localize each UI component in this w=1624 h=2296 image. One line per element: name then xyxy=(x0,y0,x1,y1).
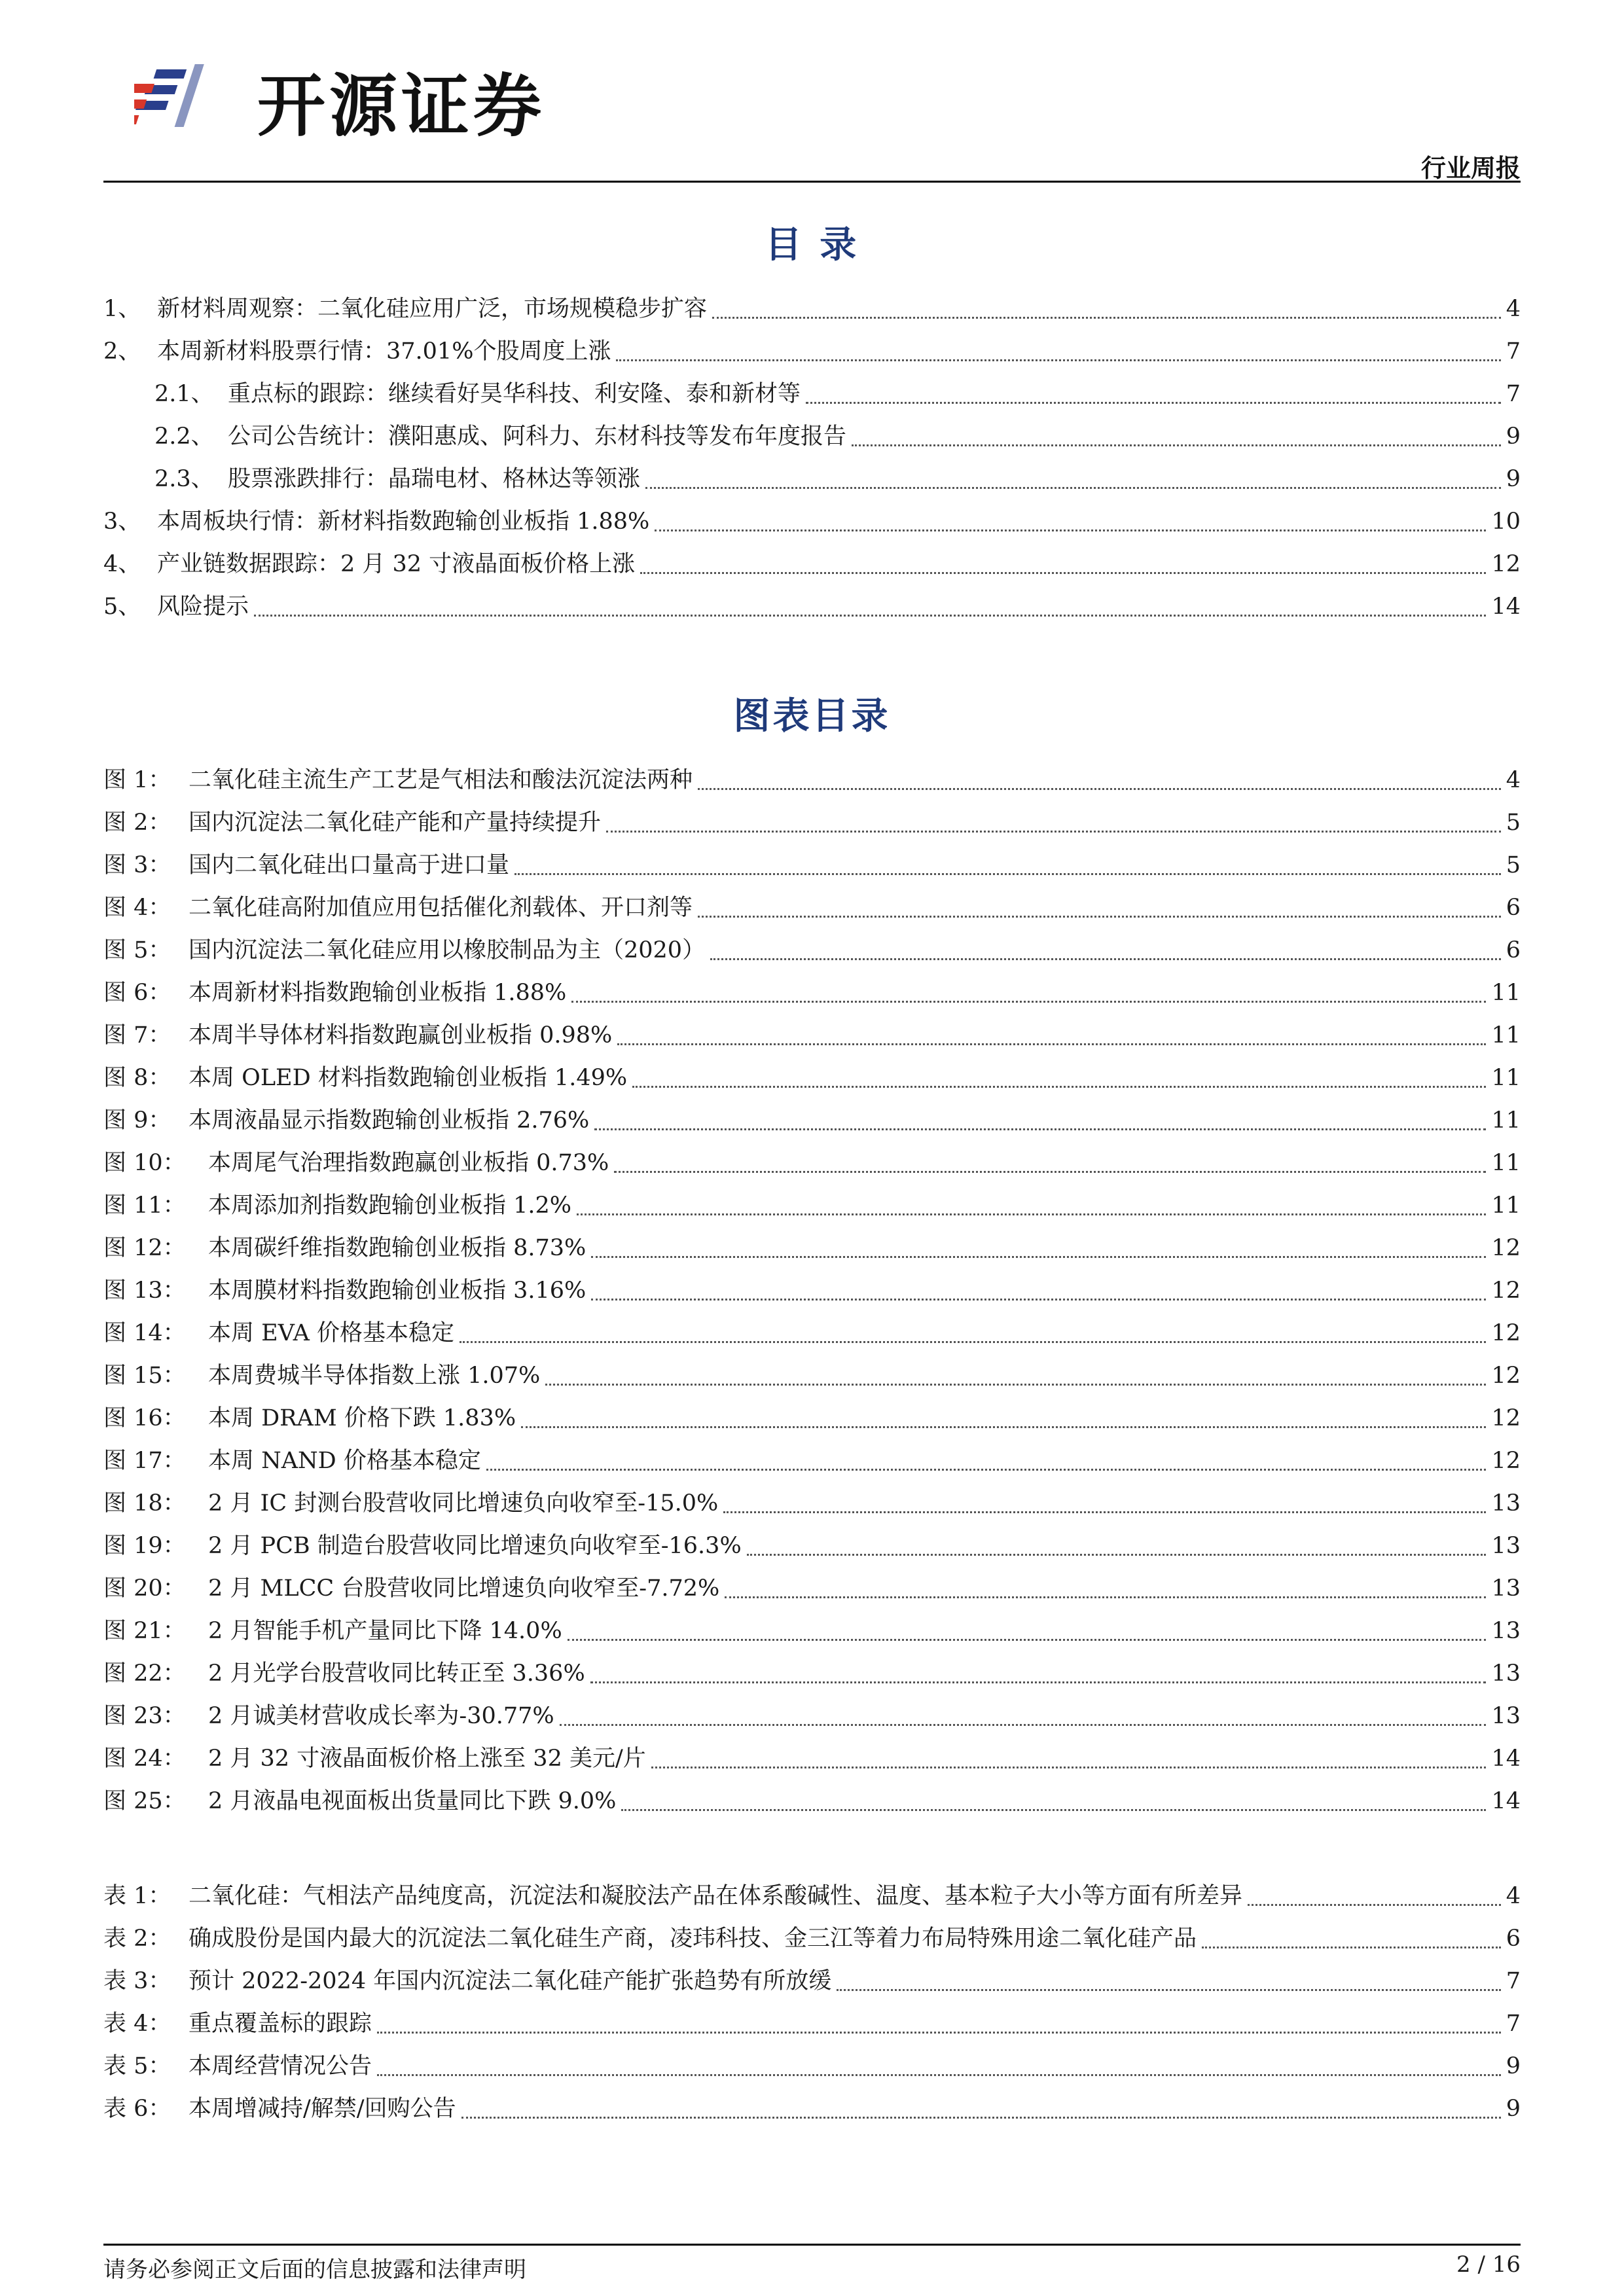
toc-entry-text: 重点标的跟踪：继续看好昊华科技、利安隆、泰和新材等 xyxy=(228,381,801,407)
leader-dots xyxy=(621,1809,1486,1811)
leader-dots xyxy=(698,916,1501,918)
figure-number: 图 17： xyxy=(103,1448,186,1474)
leader-dots xyxy=(377,2032,1501,2034)
toc-subentry[interactable] xyxy=(103,373,1521,416)
leader-dots xyxy=(617,1043,1486,1045)
figure-page: 13 xyxy=(1491,1575,1521,1602)
figure-number: 图 15： xyxy=(103,1363,186,1389)
leader-dots xyxy=(698,788,1501,790)
table-entry[interactable] xyxy=(103,1918,1521,1960)
figure-number: 图 11： xyxy=(103,1193,186,1219)
leader-dots xyxy=(655,529,1486,531)
toc-entry[interactable] xyxy=(103,288,1521,331)
table-number: 表 5： xyxy=(103,2053,171,2079)
table-number: 表 4： xyxy=(103,2011,171,2037)
toc-entry-text: 股票涨跌排行：晶瑞电材、格林达等领涨 xyxy=(228,466,641,492)
figure-entry[interactable] xyxy=(103,972,1521,1014)
figure-number: 图 3： xyxy=(103,852,171,878)
figure-text: 本周膜材料指数跑输创业板指 3.16% xyxy=(208,1278,586,1304)
figure-number: 图 12： xyxy=(103,1235,186,1261)
figure-text: 本周添加剂指数跑输创业板指 1.2% xyxy=(208,1193,572,1219)
toc-entry-page: 7 xyxy=(1506,381,1521,407)
figure-page: 12 xyxy=(1491,1235,1521,1261)
figure-number: 图 21： xyxy=(103,1618,186,1644)
figure-text: 2 月 PCB 制造台股营收同比增速负向收窄至-16.3% xyxy=(208,1533,742,1559)
figure-text: 本周半导体材料指数跑赢创业板指 0.98% xyxy=(189,1022,613,1049)
figure-text: 本周 EVA 价格基本稳定 xyxy=(208,1320,454,1346)
leader-dots xyxy=(747,1554,1487,1556)
figure-number: 图 8： xyxy=(103,1065,171,1091)
logo-text: 开源证券 xyxy=(257,66,546,146)
toc-entry-number: 2.2、 xyxy=(154,423,214,450)
leader-dots xyxy=(725,1596,1486,1598)
figure-page: 13 xyxy=(1491,1490,1521,1516)
figure-text: 二氧化硅主流生产工艺是气相法和酸法沉淀法两种 xyxy=(189,767,693,793)
figure-page: 12 xyxy=(1491,1448,1521,1474)
figure-page: 12 xyxy=(1491,1278,1521,1304)
figure-entry[interactable] xyxy=(103,1142,1521,1185)
figure-page: 13 xyxy=(1491,1618,1521,1644)
figure-number: 图 7： xyxy=(103,1022,171,1049)
figure-entry[interactable] xyxy=(103,1312,1521,1355)
leader-dots xyxy=(377,2074,1501,2076)
figure-page: 11 xyxy=(1491,1065,1521,1091)
figure-text: 二氧化硅高附加值应用包括催化剂载体、开口剂等 xyxy=(189,895,693,921)
toc-list xyxy=(103,288,1521,628)
table-page: 4 xyxy=(1506,1883,1521,1909)
toc-entry-number: 2.3、 xyxy=(154,466,214,492)
toc-entry-page: 4 xyxy=(1506,296,1521,322)
figure-page: 6 xyxy=(1506,895,1521,921)
leader-dots xyxy=(577,1213,1486,1215)
table-text: 重点覆盖标的跟踪 xyxy=(189,2011,372,2037)
leader-dots xyxy=(632,1086,1486,1088)
leader-dots xyxy=(852,444,1501,446)
figure-text: 本周费城半导体指数上涨 1.07% xyxy=(208,1363,541,1389)
leader-dots xyxy=(1248,1904,1501,1906)
toc-entry-number: 2.1、 xyxy=(154,381,214,407)
figure-entry[interactable] xyxy=(103,887,1521,929)
figure-page: 5 xyxy=(1506,810,1521,836)
figure-entry[interactable] xyxy=(103,1355,1521,1397)
figure-page: 11 xyxy=(1491,1193,1521,1219)
toc-entry-page: 12 xyxy=(1491,551,1521,577)
table-text: 二氧化硅：气相法产品纯度高，沉淀法和凝胶法产品在体系酸碱性、温度、基本粒子大小等方面有所差异 xyxy=(189,1883,1243,1909)
toc-entry-number: 3、 xyxy=(103,509,141,535)
figure-text: 2 月光学台股营收同比转正至 3.36% xyxy=(208,1660,585,1687)
figure-page: 11 xyxy=(1491,1022,1521,1049)
table-text: 预计 2022-2024 年国内沉淀法二氧化硅产能扩张趋势有所放缓 xyxy=(189,1968,832,1994)
figure-entry[interactable] xyxy=(103,1653,1521,1695)
leader-dots xyxy=(594,1128,1486,1130)
figure-entry[interactable] xyxy=(103,1227,1521,1270)
leader-dots xyxy=(712,317,1501,319)
figure-entry[interactable] xyxy=(103,1525,1521,1568)
figure-page: 12 xyxy=(1491,1363,1521,1389)
figure-page: 11 xyxy=(1491,980,1521,1006)
leader-dots xyxy=(606,831,1501,833)
figure-number: 图 19： xyxy=(103,1533,186,1559)
logo-mark-icon xyxy=(134,58,239,143)
figure-text: 本周尾气治理指数跑赢创业板指 0.73% xyxy=(208,1150,609,1176)
figure-number: 图 18： xyxy=(103,1490,186,1516)
leader-dots xyxy=(254,615,1486,617)
figure-number: 图 9： xyxy=(103,1107,171,1134)
toc-entry-text: 风险提示 xyxy=(157,594,249,620)
leader-dots xyxy=(545,1384,1486,1386)
figure-number: 图 14： xyxy=(103,1320,186,1346)
table-entry[interactable] xyxy=(103,2045,1521,2088)
table-number: 表 1： xyxy=(103,1883,171,1909)
leader-dots xyxy=(560,1724,1487,1726)
figure-text: 国内沉淀法二氧化硅应用以橡胶制品为主（2020） xyxy=(189,937,706,963)
toc-entry-page: 7 xyxy=(1506,338,1521,365)
figure-text: 本周碳纤维指数跑输创业板指 8.73% xyxy=(208,1235,586,1261)
figure-entry[interactable] xyxy=(103,1185,1521,1227)
leader-dots xyxy=(521,1426,1486,1428)
figure-text: 本周 NAND 价格基本稳定 xyxy=(208,1448,481,1474)
figure-text: 2 月液晶电视面板出货量同比下跌 9.0% xyxy=(208,1788,617,1814)
figure-number: 图 24： xyxy=(103,1746,186,1772)
figure-number: 图 20： xyxy=(103,1575,186,1602)
figure-number: 图 16： xyxy=(103,1405,186,1431)
figure-page: 13 xyxy=(1491,1533,1521,1559)
figure-number: 图 1： xyxy=(103,767,171,793)
figure-entry[interactable] xyxy=(103,1568,1521,1610)
table-list xyxy=(103,1875,1521,2130)
figure-text: 本周 OLED 材料指数跑输创业板指 1.49% xyxy=(189,1065,628,1091)
figure-number: 图 23： xyxy=(103,1703,186,1729)
toc-subentry[interactable] xyxy=(103,458,1521,501)
figure-text: 本周 DRAM 价格下跌 1.83% xyxy=(208,1405,516,1431)
leader-dots xyxy=(591,1256,1486,1258)
figure-page: 13 xyxy=(1491,1703,1521,1729)
table-text: 本周经营情况公告 xyxy=(189,2053,372,2079)
figure-number: 图 2： xyxy=(103,810,171,836)
figure-entry[interactable] xyxy=(103,1397,1521,1440)
toc-entry-page: 9 xyxy=(1506,466,1521,492)
leader-dots xyxy=(837,1989,1500,1991)
table-page: 9 xyxy=(1506,2053,1521,2079)
table-page: 7 xyxy=(1506,1968,1521,1994)
figure-page: 4 xyxy=(1506,767,1521,793)
table-entry[interactable] xyxy=(103,2088,1521,2130)
figure-entry[interactable] xyxy=(103,1780,1521,1823)
leader-dots xyxy=(614,1171,1486,1173)
page-number: 2 / 16 xyxy=(1456,2251,1521,2278)
toc-title: 目 录 xyxy=(765,224,859,266)
figure-entry[interactable] xyxy=(103,1738,1521,1780)
toc-entry-text: 新材料周观察：二氧化硅应用广泛，市场规模稳步扩容 xyxy=(157,296,708,322)
figure-number: 图 6： xyxy=(103,980,171,1006)
leader-dots xyxy=(640,572,1486,574)
toc-entry-text: 公司公告统计：濮阳惠成、阿科力、东材科技等发布年度报告 xyxy=(228,423,847,450)
figure-entry[interactable] xyxy=(103,1100,1521,1142)
figure-entry[interactable] xyxy=(103,1270,1521,1312)
toc-entry-page: 14 xyxy=(1491,594,1521,620)
figure-page: 6 xyxy=(1506,937,1521,963)
toc-entry-number: 4、 xyxy=(103,551,141,577)
table-number: 表 3： xyxy=(103,1968,171,1994)
toc-subentry[interactable] xyxy=(103,416,1521,458)
figure-entry[interactable] xyxy=(103,1440,1521,1482)
leader-dots xyxy=(806,402,1501,404)
figure-text: 2 月诚美材营收成长率为-30.77% xyxy=(208,1703,554,1729)
figure-text: 本周新材料指数跑输创业板指 1.88% xyxy=(189,980,567,1006)
figure-entry[interactable] xyxy=(103,929,1521,972)
table-text: 确成股份是国内最大的沉淀法二氧化硅生产商，凌玮科技、金三江等着力布局特殊用途二氧化硅产品 xyxy=(189,1926,1197,1952)
figure-entry[interactable] xyxy=(103,1610,1521,1653)
leader-dots xyxy=(651,1767,1487,1768)
figure-number: 图 13： xyxy=(103,1278,186,1304)
leader-dots xyxy=(461,2117,1501,2119)
figure-page: 11 xyxy=(1491,1107,1521,1134)
toc-entry-number: 1、 xyxy=(103,296,141,322)
figure-entry[interactable] xyxy=(103,759,1521,802)
figure-entry[interactable] xyxy=(103,1014,1521,1057)
figure-page: 14 xyxy=(1491,1746,1521,1772)
figure-page: 13 xyxy=(1491,1660,1521,1687)
toc-entry-page: 10 xyxy=(1491,509,1521,535)
figure-page: 12 xyxy=(1491,1320,1521,1346)
figure-number: 图 22： xyxy=(103,1660,186,1687)
toc-entry-number: 2、 xyxy=(103,338,141,365)
toc-entry[interactable] xyxy=(103,501,1521,543)
figure-number: 图 10： xyxy=(103,1150,186,1176)
figure-entry[interactable] xyxy=(103,1482,1521,1525)
leader-dots xyxy=(723,1511,1486,1513)
report-type-label: 行业周报 xyxy=(1420,154,1521,183)
leader-dots xyxy=(591,1299,1486,1300)
leader-dots xyxy=(710,958,1501,960)
leader-dots xyxy=(486,1469,1487,1471)
figure-entry[interactable] xyxy=(103,802,1521,844)
figure-entry[interactable] xyxy=(103,1695,1521,1738)
leader-dots xyxy=(460,1341,1486,1343)
leader-dots xyxy=(590,1681,1487,1683)
table-number: 表 6： xyxy=(103,2096,171,2122)
table-page: 7 xyxy=(1506,2011,1521,2037)
toc-entry-number: 5、 xyxy=(103,594,141,620)
leader-dots xyxy=(568,1639,1487,1641)
table-entry[interactable] xyxy=(103,1960,1521,2003)
leader-dots xyxy=(514,873,1501,875)
leader-dots xyxy=(616,359,1500,361)
figure-text: 国内沉淀法二氧化硅产能和产量持续提升 xyxy=(189,810,602,836)
footer-divider xyxy=(103,2244,1521,2246)
figure-entry[interactable] xyxy=(103,844,1521,887)
leader-dots xyxy=(571,1001,1486,1003)
figure-page: 12 xyxy=(1491,1405,1521,1431)
footer-disclaimer: 请务必参阅正文后面的信息披露和法律声明 xyxy=(103,2257,526,2283)
figure-text: 2 月 MLCC 台股营收同比增速负向收窄至-7.72% xyxy=(208,1575,720,1602)
table-page: 9 xyxy=(1506,2096,1521,2122)
figure-number: 图 25： xyxy=(103,1788,186,1814)
figure-list-title: 图表目录 xyxy=(733,695,891,738)
figure-text: 2 月 IC 封测台股营收同比增速负向收窄至-15.0% xyxy=(208,1490,719,1516)
figure-text: 2 月智能手机产量同比下降 14.0% xyxy=(208,1618,562,1644)
figure-number: 图 5： xyxy=(103,937,171,963)
table-entry[interactable] xyxy=(103,1875,1521,1918)
toc-entry[interactable] xyxy=(103,586,1521,628)
table-entry[interactable] xyxy=(103,2003,1521,2045)
leader-dots xyxy=(645,487,1501,489)
company-logo xyxy=(134,51,545,149)
figure-text: 本周液晶显示指数跑输创业板指 2.76% xyxy=(189,1107,590,1134)
figure-list xyxy=(103,759,1521,1823)
header-divider xyxy=(103,181,1521,183)
figure-text: 国内二氧化硅出口量高于进口量 xyxy=(189,852,510,878)
table-text: 本周增减持/解禁/回购公告 xyxy=(189,2096,456,2122)
toc-entry[interactable] xyxy=(103,331,1521,373)
toc-entry-text: 产业链数据跟踪：2 月 32 寸液晶面板价格上涨 xyxy=(157,551,636,577)
figure-text: 2 月 32 寸液晶面板价格上涨至 32 美元/片 xyxy=(208,1746,646,1772)
figure-page: 14 xyxy=(1491,1788,1521,1814)
leader-dots xyxy=(1202,1946,1501,1948)
figure-page: 5 xyxy=(1506,852,1521,878)
toc-entry-text: 本周新材料股票行情：37.01%个股周度上涨 xyxy=(157,338,611,365)
toc-entry-text: 本周板块行情：新材料指数跑输创业板指 1.88% xyxy=(157,509,650,535)
table-page: 6 xyxy=(1506,1926,1521,1952)
toc-entry-page: 9 xyxy=(1506,423,1521,450)
toc-entry[interactable] xyxy=(103,543,1521,586)
figure-number: 图 4： xyxy=(103,895,171,921)
figure-page: 11 xyxy=(1491,1150,1521,1176)
table-number: 表 2： xyxy=(103,1926,171,1952)
figure-entry[interactable] xyxy=(103,1057,1521,1100)
